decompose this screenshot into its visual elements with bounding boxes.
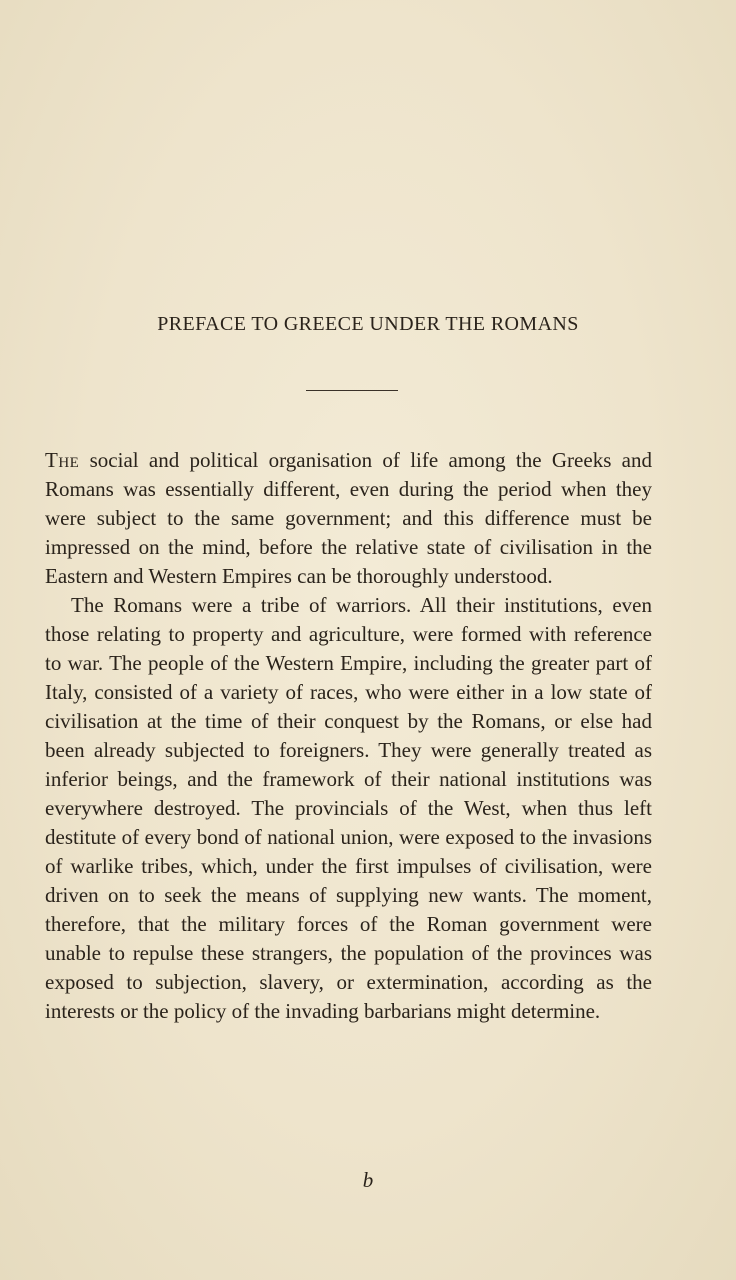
paragraph-2: The Romans were a tribe of warriors. All their institutions, even those relating to property and agriculture, were formed with reference to war. The people of the Western Empire, including the greater part of Italy, consisted of a variety of races, who were either in a low state of civilisation at the time of their conquest by the Romans, or else had been already subjected to foreigners. They were generally treated as inferior beings, and the framework of their national institutions was everywhere destroyed. The provincials of the West, when thus left destitute of every bond of national union, were exposed to the invasions of warlike tribes, which, under the first impulses of civilisation, were driven on to seek the means of supplying new wants. The moment, therefore, that the military forces of the Roman government were unable to repulse these strangers, the population of the provinces was exposed to subjection, slavery, or extermination, according as the interests or the policy of the invading barbarians might determine. xyxy=(45,593,652,1023)
paragraph-1-lead-word: The xyxy=(45,448,80,472)
chapter-title: PREFACE TO GREECE UNDER THE ROMANS xyxy=(157,313,579,335)
paragraph-1 xyxy=(45,446,652,591)
body-text xyxy=(45,446,652,1026)
paragraph-1-text: social and political organisation of life among the Greeks and Romans was essentially different, even during the period when they were subject to the same government; and this difference must be impressed on the mind, before the relative state of civilisation in the Eastern and Western Empires can be thoroughly understood. xyxy=(45,448,652,588)
bleed-through-texture xyxy=(560,110,680,126)
signature-mark: b xyxy=(362,1168,374,1192)
title-divider-rule xyxy=(306,390,398,391)
